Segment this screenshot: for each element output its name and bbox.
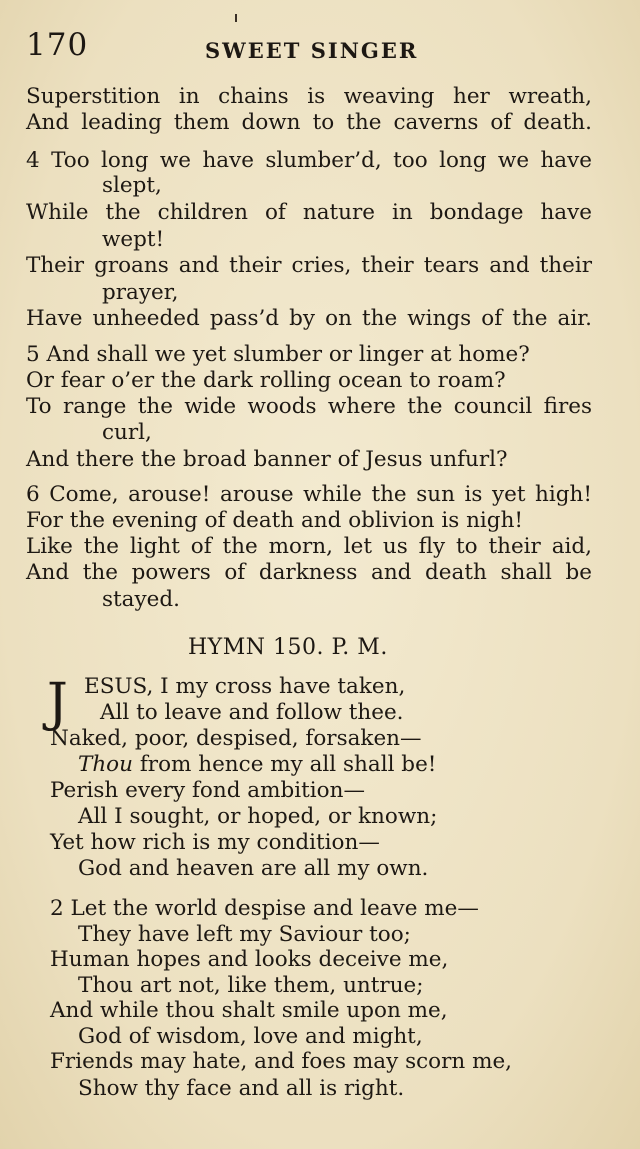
hymn-line: God and heaven are all my own.	[78, 856, 429, 881]
verse-line: Their groans and their cries, their tears and their	[26, 253, 592, 278]
verse-line: curl,	[102, 420, 152, 445]
verse-line: Have unheeded pass’d by on the wings of the air.	[26, 306, 592, 331]
hymn-line: 2 Let the world despise and leave me—	[50, 896, 479, 921]
verse-line: stayed.	[102, 587, 180, 612]
italic-thou: Thou	[78, 752, 133, 777]
verse-line: And the powers of darkness and death shall be	[26, 560, 592, 585]
hymn-line: And while thou shalt smile upon me,	[50, 998, 448, 1023]
verse-line: prayer,	[102, 280, 179, 305]
verse-line: 5 And shall we yet slumber or linger at home?	[26, 342, 530, 367]
hymn-line-rest: from hence my all shall be!	[139, 752, 437, 777]
verse-line: Like the light of the morn, let us fly to their aid,	[26, 534, 592, 559]
verse-line: Or fear o’er the dark rolling ocean to roam?	[26, 368, 506, 393]
hymn-line: Friends may hate, and foes may scorn me,	[50, 1049, 513, 1074]
hymn-line: Human hopes and looks deceive me,	[50, 947, 449, 972]
hymn-line	[78, 754, 436, 776]
drop-cap: J	[47, 673, 68, 733]
hymn-line: God of wisdom, love and might,	[78, 1024, 423, 1049]
verse-line: While the children of nature in bondage have	[26, 200, 592, 225]
hymn-line: Naked, poor, despised, forsaken—	[50, 726, 422, 751]
verse-line: 6 Come, arouse! arouse while the sun is yet high!	[26, 482, 592, 507]
running-head: SWEET SINGER	[205, 38, 419, 63]
verse-line: wept!	[102, 227, 165, 252]
verse-line: And there the broad banner of Jesus unfurl?	[26, 447, 508, 472]
hymn-line: They have left my Saviour too;	[78, 922, 411, 947]
hymn-line: All I sought, or hoped, or known;	[78, 804, 438, 829]
verse-line: 4 Too long we have slumber’d, too long we have	[26, 148, 592, 173]
verse-line: To range the wide woods where the council fires	[26, 394, 592, 419]
ink-speck	[235, 14, 237, 22]
verse-line: Superstition in chains is weaving her wreath,	[26, 84, 592, 109]
hymn-line: Show thy face and all is right.	[78, 1076, 405, 1101]
hymn-line: Yet how rich is my condition—	[50, 830, 380, 855]
hymn-line: Perish every fond ambition—	[50, 778, 365, 803]
page-number: 170	[26, 27, 89, 63]
hymn-line: All to leave and follow thee.	[100, 700, 404, 725]
hymn-line: Thou art not, like them, untrue;	[78, 973, 424, 998]
verse-line: For the evening of death and oblivion is nigh!	[26, 508, 524, 533]
verse-line: And leading them down to the caverns of death.	[26, 110, 592, 135]
hymn-line: ESUS, I my cross have taken,	[84, 674, 406, 699]
verse-line: slept,	[102, 173, 162, 198]
hymn-title: HYMN 150. P. M.	[188, 635, 388, 660]
